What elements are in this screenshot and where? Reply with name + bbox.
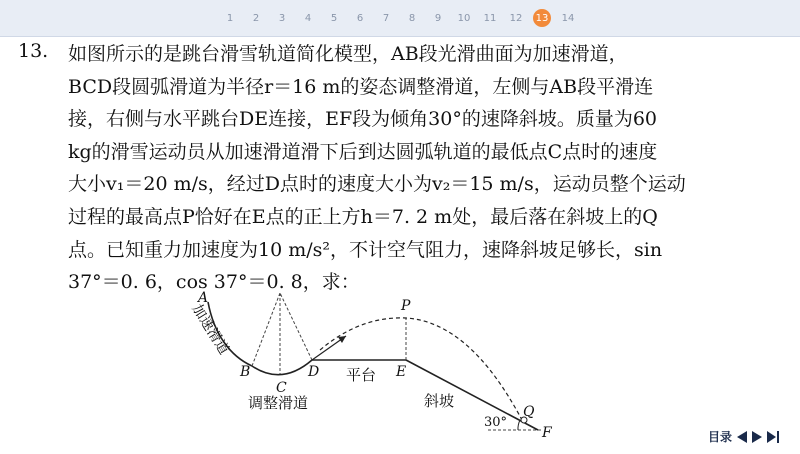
question-number: 13. (18, 40, 49, 62)
label-E: E (396, 364, 407, 380)
angle-arc (518, 420, 520, 430)
page-button-10[interactable]: 10 (457, 12, 471, 24)
slope-label: 斜坡 (424, 392, 455, 410)
radius-line-right (280, 293, 312, 360)
ski-jump-diagram (170, 288, 570, 450)
page-button-8[interactable]: 8 (408, 12, 416, 24)
page-button-1[interactable]: 1 (226, 12, 234, 24)
question-line: 接，右侧与水平跳台DE连接，EF段为倾角30°的速降斜坡。质量为60 (68, 108, 658, 131)
question-line: 如图所示的是跳台滑雪轨道简化模型，AB段光滑曲面为加速滑道， (68, 43, 628, 65)
question-line: kg的滑雪运动员从加速滑道滑下后到达圆弧轨道的最低点C点时的速度 (68, 140, 658, 163)
slide-navigation-bar (0, 0, 800, 37)
page-button-7[interactable]: 7 (382, 12, 390, 24)
adjust-track-label: 调整滑道 (248, 394, 309, 412)
launch-arrowhead (338, 336, 346, 343)
angle-label: 30° (484, 415, 508, 430)
adjust-arc-track (252, 360, 312, 375)
prev-arrow-icon[interactable] (737, 431, 747, 443)
page-button-3[interactable]: 3 (278, 12, 286, 24)
page-button-2[interactable]: 2 (252, 12, 260, 24)
label-F: F (542, 425, 552, 441)
next-arrow-icon[interactable] (752, 431, 762, 443)
page-button-4[interactable]: 4 (304, 12, 312, 24)
page-button-9[interactable]: 9 (434, 12, 442, 24)
label-B: B (240, 364, 251, 380)
page-button-14[interactable]: 14 (561, 12, 575, 24)
page-button-11[interactable]: 11 (483, 12, 497, 24)
menu-button[interactable]: 目录 (708, 430, 733, 444)
label-A: A (198, 290, 209, 306)
page-button-5[interactable]: 5 (330, 12, 338, 24)
label-P: P (401, 298, 411, 314)
label-Q: Q (523, 404, 535, 420)
platform-label: 平台 (346, 366, 377, 384)
page-button-6[interactable]: 6 (356, 12, 364, 24)
accel-track-label: 加速滑道 (188, 301, 232, 358)
slide-nav-controls (708, 428, 779, 445)
page-button-13[interactable]: 13 (533, 9, 551, 27)
page-button-12[interactable]: 12 (509, 12, 523, 24)
question-text (68, 38, 788, 299)
page-pager (219, 9, 579, 27)
question-line: 37°＝0. 6，cos 37°＝0. 8，求： (68, 271, 360, 294)
label-C: C (276, 380, 287, 396)
label-D: D (308, 364, 320, 380)
diagram-svg (170, 288, 570, 450)
question-line: BCD段圆弧滑道为半径r＝16 m的姿态调整滑道，左侧与AB段平滑连 (68, 75, 654, 98)
radius-line-left (252, 293, 280, 366)
question-line: 过程的最高点P恰好在E点的正上方h＝7. 2 m处，最后落在斜坡上的Q (68, 205, 658, 228)
question-line: 点。已知重力加速度为10 m/s²，不计空气阻力，速降斜坡足够长，sin (68, 238, 663, 261)
last-page-icon[interactable] (767, 431, 779, 443)
question-line: 大小v₁＝20 m/s，经过D点时的速度大小为v₂＝15 m/s，运动员整个运动 (68, 173, 686, 196)
